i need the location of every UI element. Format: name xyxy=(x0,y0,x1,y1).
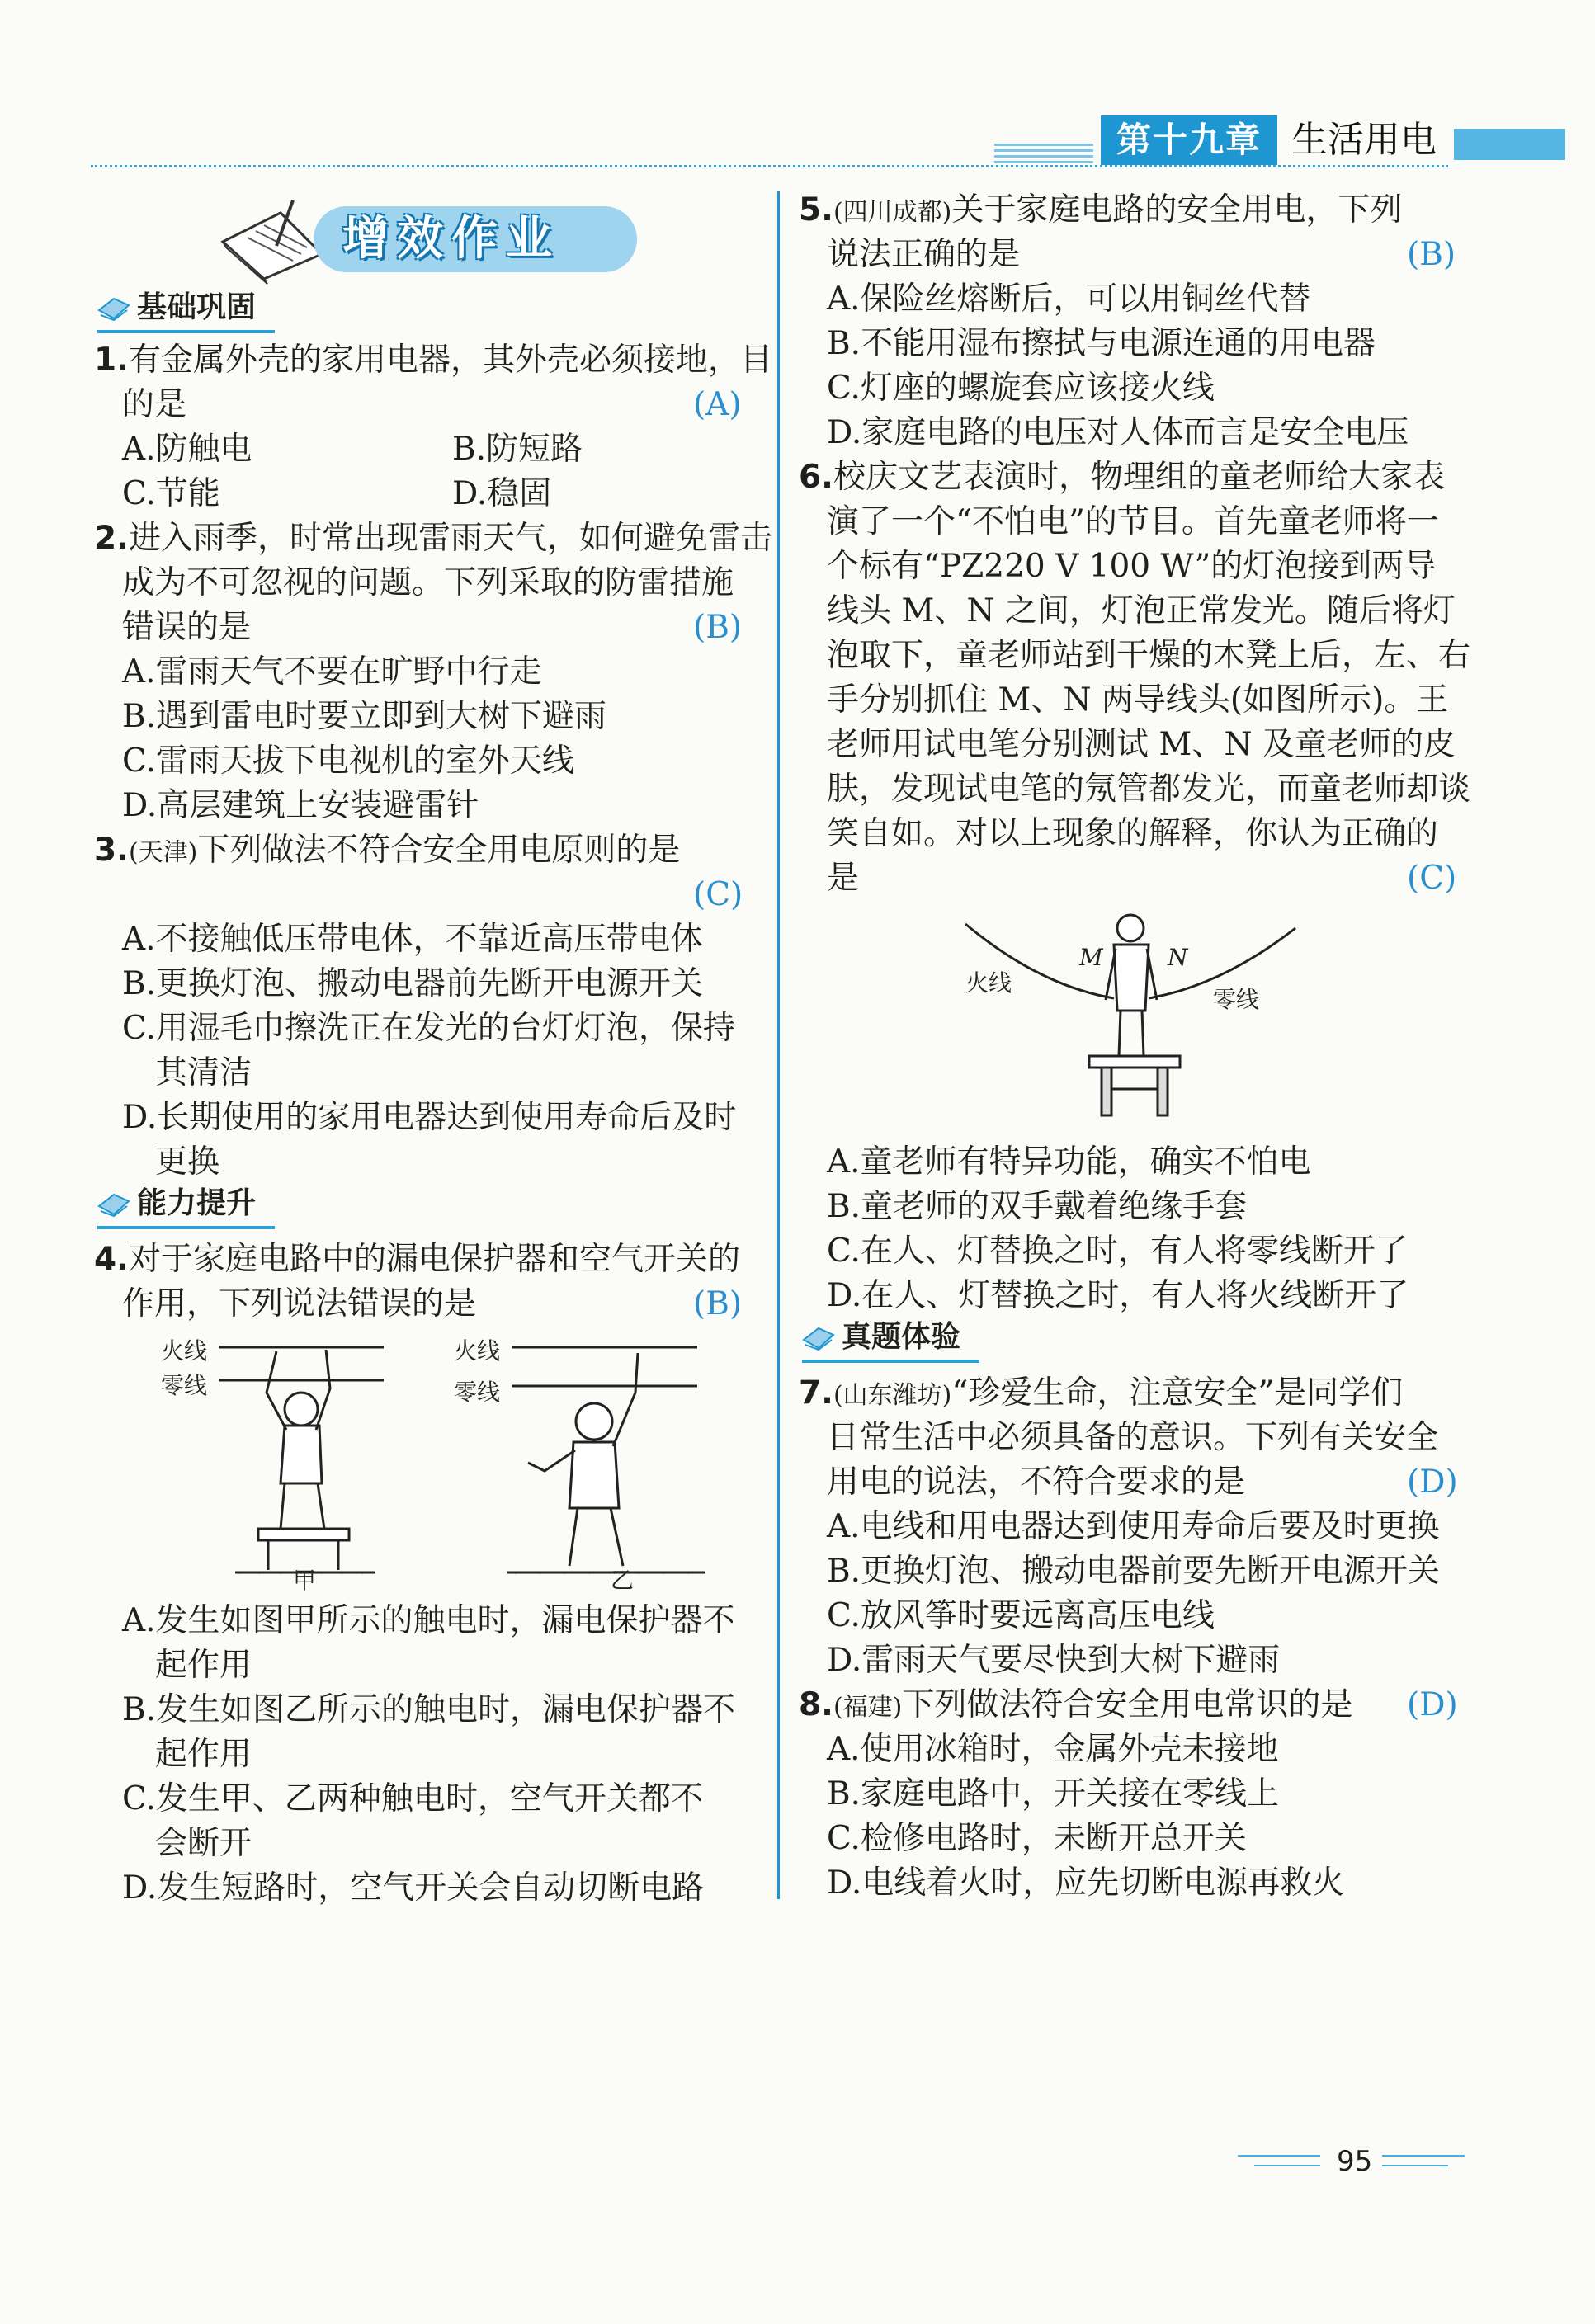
option: B.更换灯泡、搬动电器前先断开电源开关 xyxy=(122,965,704,1002)
option: B.更换灯泡、搬动电器前要先断开电源开关 xyxy=(827,1553,1441,1590)
option-cont: 其清洁 xyxy=(155,1054,252,1091)
option: C.节能 xyxy=(122,475,220,512)
question-6-stem: 肤，发现试电笔的氖管都发光，而童老师却谈 xyxy=(827,771,1471,808)
header-bar xyxy=(1454,129,1565,160)
option: D.高层建筑上安装避雷针 xyxy=(122,787,479,824)
footer-rule xyxy=(1254,2165,1320,2166)
option: B.不能用湿布擦拭与电源连通的用电器 xyxy=(827,325,1376,362)
question-6-stem: 老师用试电笔分别测试 M、N 及童老师的皮 xyxy=(827,726,1456,763)
question-5-stem: 说法正确的是 xyxy=(827,236,1021,273)
book-icon xyxy=(802,1323,835,1351)
option: C.灯座的螺旋套应该接火线 xyxy=(827,370,1215,407)
answer: (B) xyxy=(693,1285,743,1322)
option: A.防触电 xyxy=(122,431,252,468)
question-7: 7.(山东潍坊)“珍爱生命，注意安全”是同学们 xyxy=(799,1374,1404,1412)
question-6: 6.校庆文艺表演时，物理组的童老师给大家表 xyxy=(799,459,1445,496)
option: C.检修电路时，未断开总开关 xyxy=(827,1820,1247,1857)
neutral-wire-label: 零线 xyxy=(1213,986,1260,1013)
question-2-stem: 成为不可忽视的问题。下列采取的防雷措施 xyxy=(122,564,734,601)
option: C.雷雨天拔下电视机的室外天线 xyxy=(122,742,574,780)
option: C.放风筝时要远离高压电线 xyxy=(827,1597,1215,1634)
question-3: 3.(天津)下列做法不符合安全用电原则的是 xyxy=(94,832,681,869)
n-label: N xyxy=(1168,944,1188,971)
question-6-stem: 手分别抓住 M、N 两导线头(如图所示)。王 xyxy=(827,681,1449,719)
live-wire-label: 火线 xyxy=(965,969,1012,997)
m-label: M xyxy=(1079,944,1103,971)
live-wire-label: 火线 xyxy=(161,1337,208,1365)
figure-electric-shock xyxy=(161,1327,755,1599)
option: B.防短路 xyxy=(452,431,583,468)
option: D.电线着火时，应先切断电源再救火 xyxy=(827,1864,1345,1902)
question-6-stem: 泡取下，童老师站到干燥的木凳上后，左、右 xyxy=(827,637,1471,674)
option: A.发生如图甲所示的触电时，漏电保护器不 xyxy=(122,1602,735,1639)
answer: (C) xyxy=(693,876,743,913)
section-ability xyxy=(97,1185,256,1223)
figure-caption-a: 甲 xyxy=(293,1567,317,1594)
question-8: 8.(福建)下列做法符合安全用电常识的是 xyxy=(799,1686,1353,1723)
option: A.保险丝熔断后，可以用铜丝代替 xyxy=(827,280,1311,318)
answer: (C) xyxy=(1407,860,1457,897)
option: D.家庭电路的电压对人体而言是安全电压 xyxy=(827,414,1409,451)
option: A.雷雨天气不要在旷野中行走 xyxy=(122,653,542,691)
option: A.不接触低压带电体，不靠近高压带电体 xyxy=(122,921,703,958)
neutral-wire-label: 零线 xyxy=(161,1372,208,1399)
section-real xyxy=(802,1318,960,1356)
section-underline xyxy=(97,330,275,333)
option: B.童老师的双手戴着绝缘手套 xyxy=(827,1188,1248,1225)
option: D.长期使用的家用电器达到使用寿命后及时 xyxy=(122,1099,737,1136)
footer-rule xyxy=(1238,2155,1320,2157)
section-title: 真题体验 xyxy=(842,1320,961,1354)
header-decoration xyxy=(994,140,1093,163)
question-6-stem: 线头 M、N 之间，灯泡正常发光。随后将灯 xyxy=(827,592,1456,629)
figure-caption-b: 乙 xyxy=(611,1567,635,1594)
section-title: 基础巩固 xyxy=(137,290,257,324)
teacher-illustration xyxy=(957,907,1304,1122)
option: C.用湿毛巾擦洗正在发光的台灯灯泡，保持 xyxy=(122,1010,735,1047)
figure-teacher-on-stool xyxy=(957,907,1304,1122)
live-wire-label: 火线 xyxy=(454,1337,501,1365)
question-7-stem: 日常生活中必须具备的意识。下列有关安全 xyxy=(827,1419,1439,1456)
option: A.使用冰箱时，金属外壳未接地 xyxy=(827,1731,1279,1768)
page-number: 95 xyxy=(1337,2145,1373,2178)
chapter-title: 生活用电 xyxy=(1291,119,1437,161)
answer: (D) xyxy=(1407,1464,1458,1501)
option: D.雷雨天气要尽快到大树下避雨 xyxy=(827,1642,1281,1679)
book-icon xyxy=(97,294,130,322)
footer-rule xyxy=(1382,2165,1448,2166)
option-cont: 更换 xyxy=(155,1143,220,1181)
footer-rule xyxy=(1382,2155,1465,2157)
answer: (B) xyxy=(1407,236,1456,273)
question-2-stem: 错误的是 xyxy=(122,609,252,646)
option-cont: 会断开 xyxy=(155,1825,252,1862)
question-5: 5.(四川成都)关于家庭电路的安全用电，下列 xyxy=(799,191,1403,229)
shock-illustration xyxy=(161,1327,755,1574)
option: C.发生甲、乙两种触电时，空气开关都不 xyxy=(122,1780,703,1817)
question-1: 1.有金属外壳的家用电器，其外壳必须接地，目 xyxy=(94,342,772,379)
section-title: 能力提升 xyxy=(137,1186,257,1220)
answer: (B) xyxy=(693,609,743,646)
chapter-label: 第十九章 xyxy=(1101,115,1277,165)
section-underline xyxy=(802,1360,979,1363)
book-icon xyxy=(97,1190,130,1218)
option: A.童老师有特异功能，确实不怕电 xyxy=(827,1143,1311,1181)
section-basic xyxy=(97,289,256,327)
option: D.稳固 xyxy=(452,475,552,512)
question-6-stem: 笑自如。对以上现象的解释，你认为正确的 xyxy=(827,815,1439,852)
option: B.发生如图乙所示的触电时，漏电保护器不 xyxy=(122,1691,736,1728)
banner xyxy=(215,196,644,287)
option: B.家庭电路中，开关接在零线上 xyxy=(827,1775,1280,1813)
option: B.遇到雷电时要立即到大树下避雨 xyxy=(122,698,607,735)
option: D.发生短路时，空气开关会自动切断电路 xyxy=(122,1869,705,1907)
question-6-stem: 个标有“PZ220 V 100 W”的灯泡接到两导 xyxy=(827,548,1437,585)
column-divider xyxy=(777,191,780,1899)
question-1-stem: 的是 xyxy=(122,386,187,423)
question-4: 4.对于家庭电路中的漏电保护器和空气开关的 xyxy=(94,1241,740,1278)
option: D.在人、灯替换之时，有人将火线断开了 xyxy=(827,1277,1409,1314)
option-cont: 起作用 xyxy=(155,1736,252,1773)
question-2: 2.进入雨季，时常出现雷雨天气，如何避免雷击 xyxy=(94,520,772,557)
notebook-icon xyxy=(215,196,330,287)
question-6-stem: 演了一个“不怕电”的节目。首先童老师将一 xyxy=(827,503,1439,540)
option: A.电线和用电器达到使用寿命后要及时更换 xyxy=(827,1508,1440,1545)
option-cont: 起作用 xyxy=(155,1647,252,1684)
question-4-stem: 作用，下列说法错误的是 xyxy=(122,1285,477,1322)
header-rule xyxy=(91,165,1448,167)
option: C.在人、灯替换之时，有人将零线断开了 xyxy=(827,1233,1408,1270)
answer: (D) xyxy=(1407,1686,1458,1723)
question-6-stem: 是 xyxy=(827,860,860,897)
section-underline xyxy=(97,1226,275,1229)
neutral-wire-label: 零线 xyxy=(454,1379,501,1406)
question-7-stem: 用电的说法，不符合要求的是 xyxy=(827,1464,1246,1501)
banner-title: 增效作业 xyxy=(342,212,560,266)
answer: (A) xyxy=(693,386,742,423)
